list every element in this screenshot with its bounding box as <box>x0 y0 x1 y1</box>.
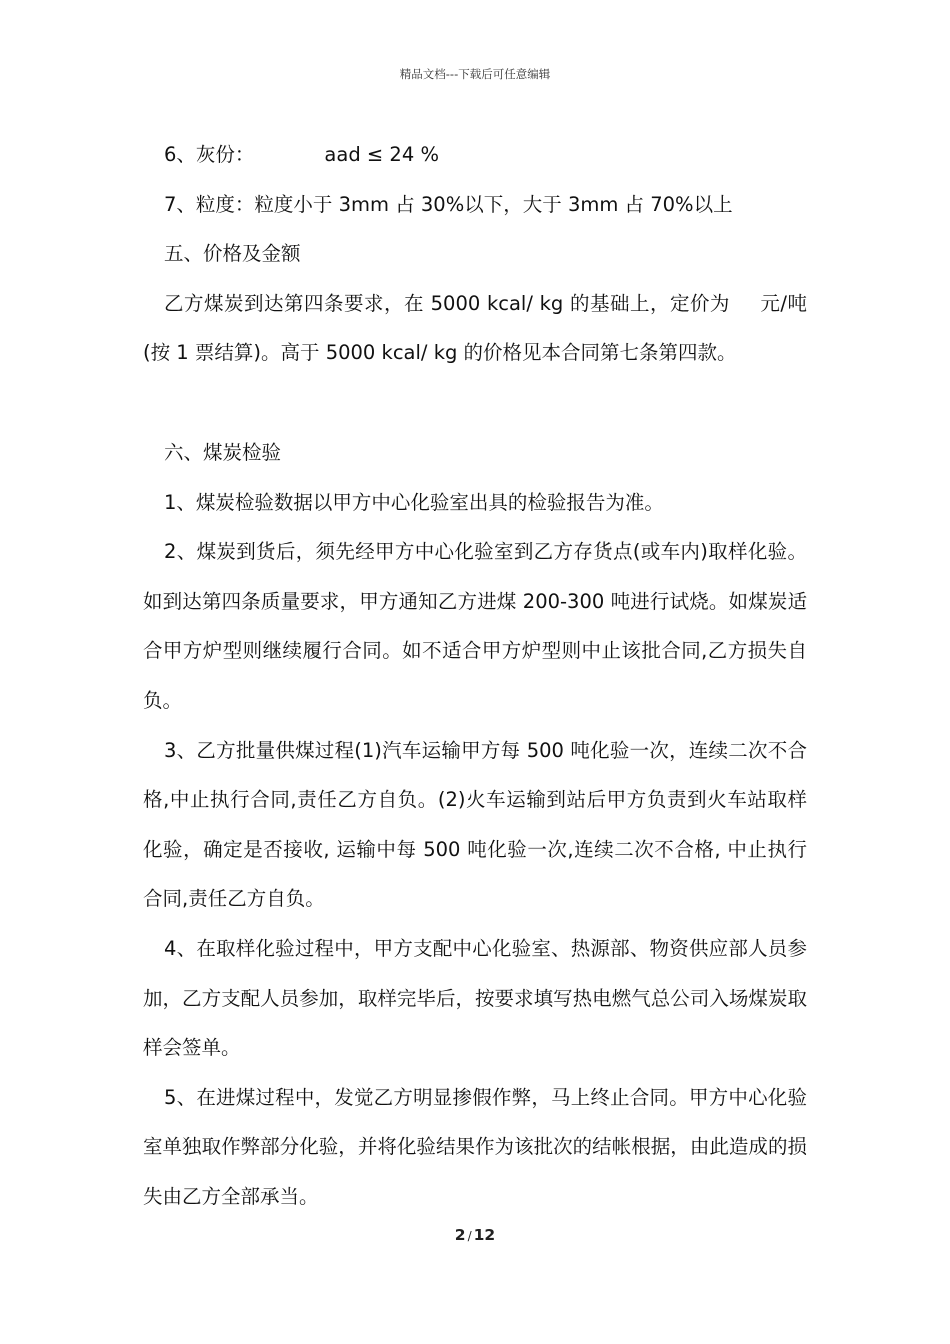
page-header: 精品文档---下载后可任意编辑 <box>399 67 551 81</box>
ash-label: 6、灰份： <box>164 143 255 166</box>
ash-line <box>143 130 807 180</box>
section-5-title: 五、价格及金额 <box>164 242 301 266</box>
inspection-item-5: 5、在进煤过程中，发觉乙方明显掺假作弊，马上终止合同。甲方中心化验室单独取作弊部分化验，并将化验结果作为该批次的结帐根据，由此造成的损失由乙方全部承当。 <box>143 1085 807 1208</box>
page-number <box>0 1226 950 1244</box>
inspection-item-4: 4、在取样化验过程中，甲方支配中心化验室、热源部、物资供应部人员参加，乙方支配人员参加，取样完毕后，按要求填写热电燃气总公司入场煤炭取样会签单。 <box>143 936 807 1060</box>
section-6-title: 六、煤炭检验 <box>164 440 282 464</box>
page-total: 12 <box>473 1226 496 1244</box>
document-body <box>143 130 807 1221</box>
price-text-1: 乙方煤炭到达第四条要求，在 5000 kcal/ kg 的基础上，定价为 <box>164 291 730 315</box>
inspection-item-3: 3、乙方批量供煤过程(1)汽车运输甲方每 500 吨化验一次，连续二次不合格,中止执行合同,责任乙方自负。(2)火车运输到站后甲方负责到火车站取样化验，确定是否接收, 运输中每 500 吨化验一次,连续二次不合格, 中止执行合同,责任乙方自负。 <box>143 738 807 911</box>
page-current: 2 <box>454 1226 466 1244</box>
inspection-item-1: 1、煤炭检验数据以甲方中心化验室出具的检验报告为准。 <box>164 490 664 514</box>
page-separator: / <box>467 1229 472 1243</box>
price-text-2: 元/吨(按 1 票结算)。高于 5000 kcal/ kg 的价格见本合同第七条第四款。 <box>143 291 807 365</box>
ash-value: aad ≤ 24 % <box>324 143 439 166</box>
inspection-item-2: 2、煤炭到货后，须先经甲方中心化验室到乙方存货点(或车内)取样化验。如到达第四条质量要求，甲方通知乙方进煤 200-300 吨进行试烧。如煤炭适合甲方炉型则继续履行合同。如不适合甲方炉型则中止该批合同,乙方损失自负。 <box>143 540 807 712</box>
price-paragraph <box>143 279 807 378</box>
granularity-line: 7、粒度：粒度小于 3mm 占 30%以下，大于 3mm 占 70%以上 <box>164 192 733 216</box>
